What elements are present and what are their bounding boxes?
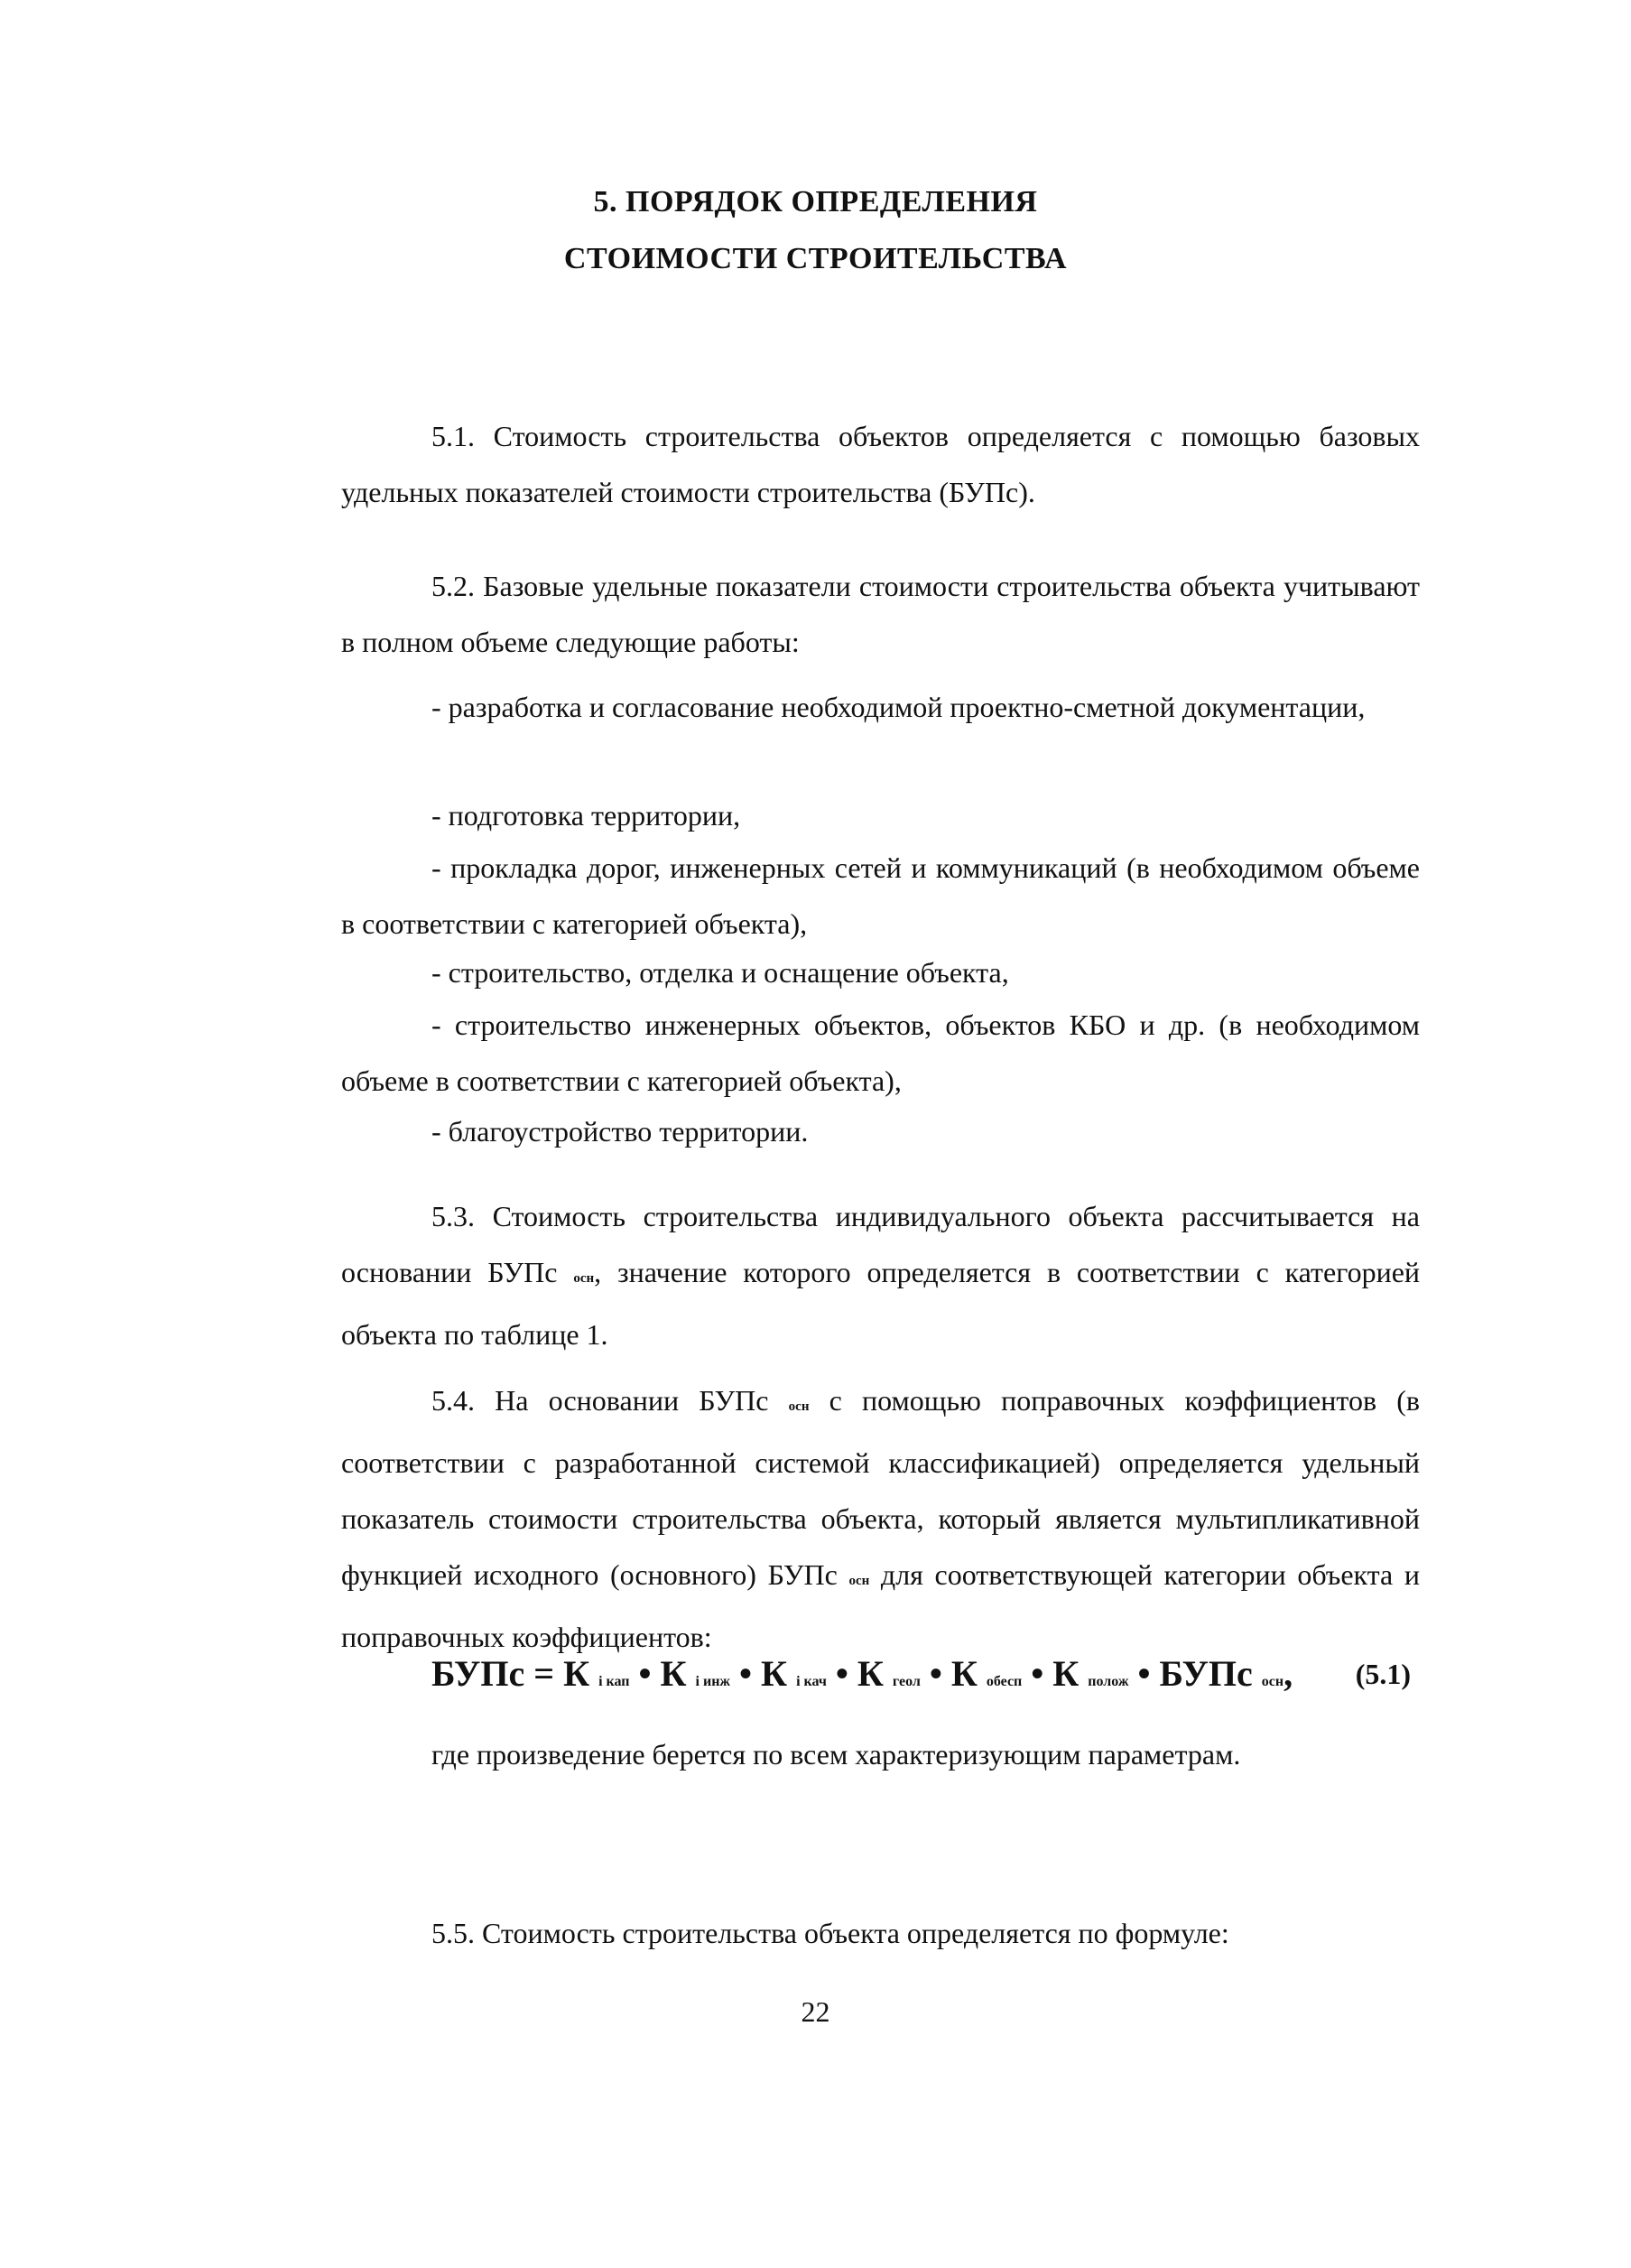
coefficient-subscript: i инж: [695, 1674, 731, 1689]
formula-tail: БУПс: [1159, 1653, 1253, 1694]
paragraph-5-4-text: [341, 1372, 1420, 1665]
subscript-osn: осн: [788, 1399, 810, 1414]
paragraph-5-3-before: 5.3. Стоимость строительства индивидуального объекта рассчитывается на основании БУПс: [341, 1200, 1420, 1288]
coefficient-subscript: i кап: [598, 1674, 630, 1689]
list-item-3-text: - прокладка дорог, инженерных сетей и коммуникаций (в необходимом объеме в соответствии с категорией объекта),: [341, 851, 1420, 940]
multiply-dot: •: [629, 1653, 661, 1694]
multiply-dot: •: [826, 1653, 857, 1694]
coefficient-k: К: [563, 1653, 590, 1694]
formula-tail-subscript: осн: [1261, 1674, 1284, 1689]
formula-expression: [431, 1652, 1293, 1695]
paragraph-5-3: [341, 1188, 1420, 1362]
list-item-1-text: - разработка и согласование необходимой проектно-сметной документации,: [431, 691, 1366, 723]
page-number: 22: [801, 1995, 830, 2028]
subscript-osn: осн: [573, 1271, 595, 1286]
multiply-dot: •: [730, 1653, 762, 1694]
list-item-6: - благоустройство территории.: [431, 1115, 809, 1148]
coefficient-k: К: [660, 1653, 687, 1694]
list-item-5: [341, 997, 1420, 1109]
paragraph-5-4: [341, 1372, 1420, 1665]
paragraph-5-3-after: , значение которого определяется в соответствии с категорией объекта по таблице 1.: [341, 1256, 1421, 1351]
paragraph-5-1-text: 5.1. Стоимость строительства объектов определяется с помощью базовых удельных показателей стоимости строительства (БУПс).: [341, 420, 1420, 508]
subscript-osn: осн: [848, 1574, 870, 1588]
list-item-2: - подготовка территории,: [431, 799, 741, 832]
list-item-5-text: - строительство инженерных объектов, объектов КБО и др. (в необходимом объеме в соответствии с категорией объекта),: [341, 1009, 1420, 1097]
multiply-dot: •: [920, 1653, 951, 1694]
coefficient-subscript: геол: [892, 1674, 921, 1689]
paragraph-5-4-part3: для соответствующей категории объекта и поправочных коэффициентов:: [341, 1558, 1421, 1653]
paragraph-5-2-text: 5.2. Базовые удельные показатели стоимости строительства объекта учитывают в полном объеме следующие работы:: [341, 570, 1420, 658]
coefficient-k: К: [761, 1653, 788, 1694]
list-item-1: [341, 679, 1420, 735]
list-item-3: [341, 840, 1420, 952]
list-item-4: - строительство, отделка и оснащение объекта,: [431, 956, 1009, 989]
section-heading-line-1: 5. ПОРЯДОК ОПРЕДЕЛЕНИЯ: [593, 185, 1038, 218]
coefficient-subscript: полож: [1088, 1674, 1129, 1689]
paragraph-5-5: 5.5. Стоимость строительства объекта определяется по формуле:: [431, 1917, 1229, 1949]
coefficient-subscript: обесп: [986, 1674, 1023, 1689]
coefficient-k: К: [1052, 1653, 1080, 1694]
formula-lhs: БУПс =: [431, 1653, 564, 1694]
formula-number: (5.1): [1355, 1658, 1411, 1690]
coefficient-k: К: [950, 1653, 978, 1694]
multiply-dot: •: [1022, 1653, 1053, 1694]
formula-note: где произведение берется по всем характеризующим параметрам.: [431, 1738, 1241, 1771]
formula-comma: ,: [1283, 1653, 1293, 1694]
section-heading-line-2: СТОИМОСТИ СТРОИТЕЛЬСТВА: [563, 242, 1068, 275]
paragraph-5-2: [341, 558, 1420, 670]
coefficient-subscript: i кач: [796, 1674, 827, 1689]
paragraph-5-1: [341, 408, 1420, 520]
formula-5-1: [431, 1652, 1420, 1715]
paragraph-5-3-text: [341, 1188, 1420, 1362]
coefficient-k: К: [857, 1653, 884, 1694]
paragraph-5-4-part1: 5.4. На основании БУПс: [431, 1384, 769, 1417]
multiply-dot: •: [1128, 1653, 1160, 1694]
paragraph-5-4-part2: с помощью поправочных коэффициентов (в соответствии с разработанной системой классификацией) определяется удельный показатель стоимости строительства объекта, который является мультипликативной функцией исходного (основного) БУПс: [341, 1384, 1421, 1591]
